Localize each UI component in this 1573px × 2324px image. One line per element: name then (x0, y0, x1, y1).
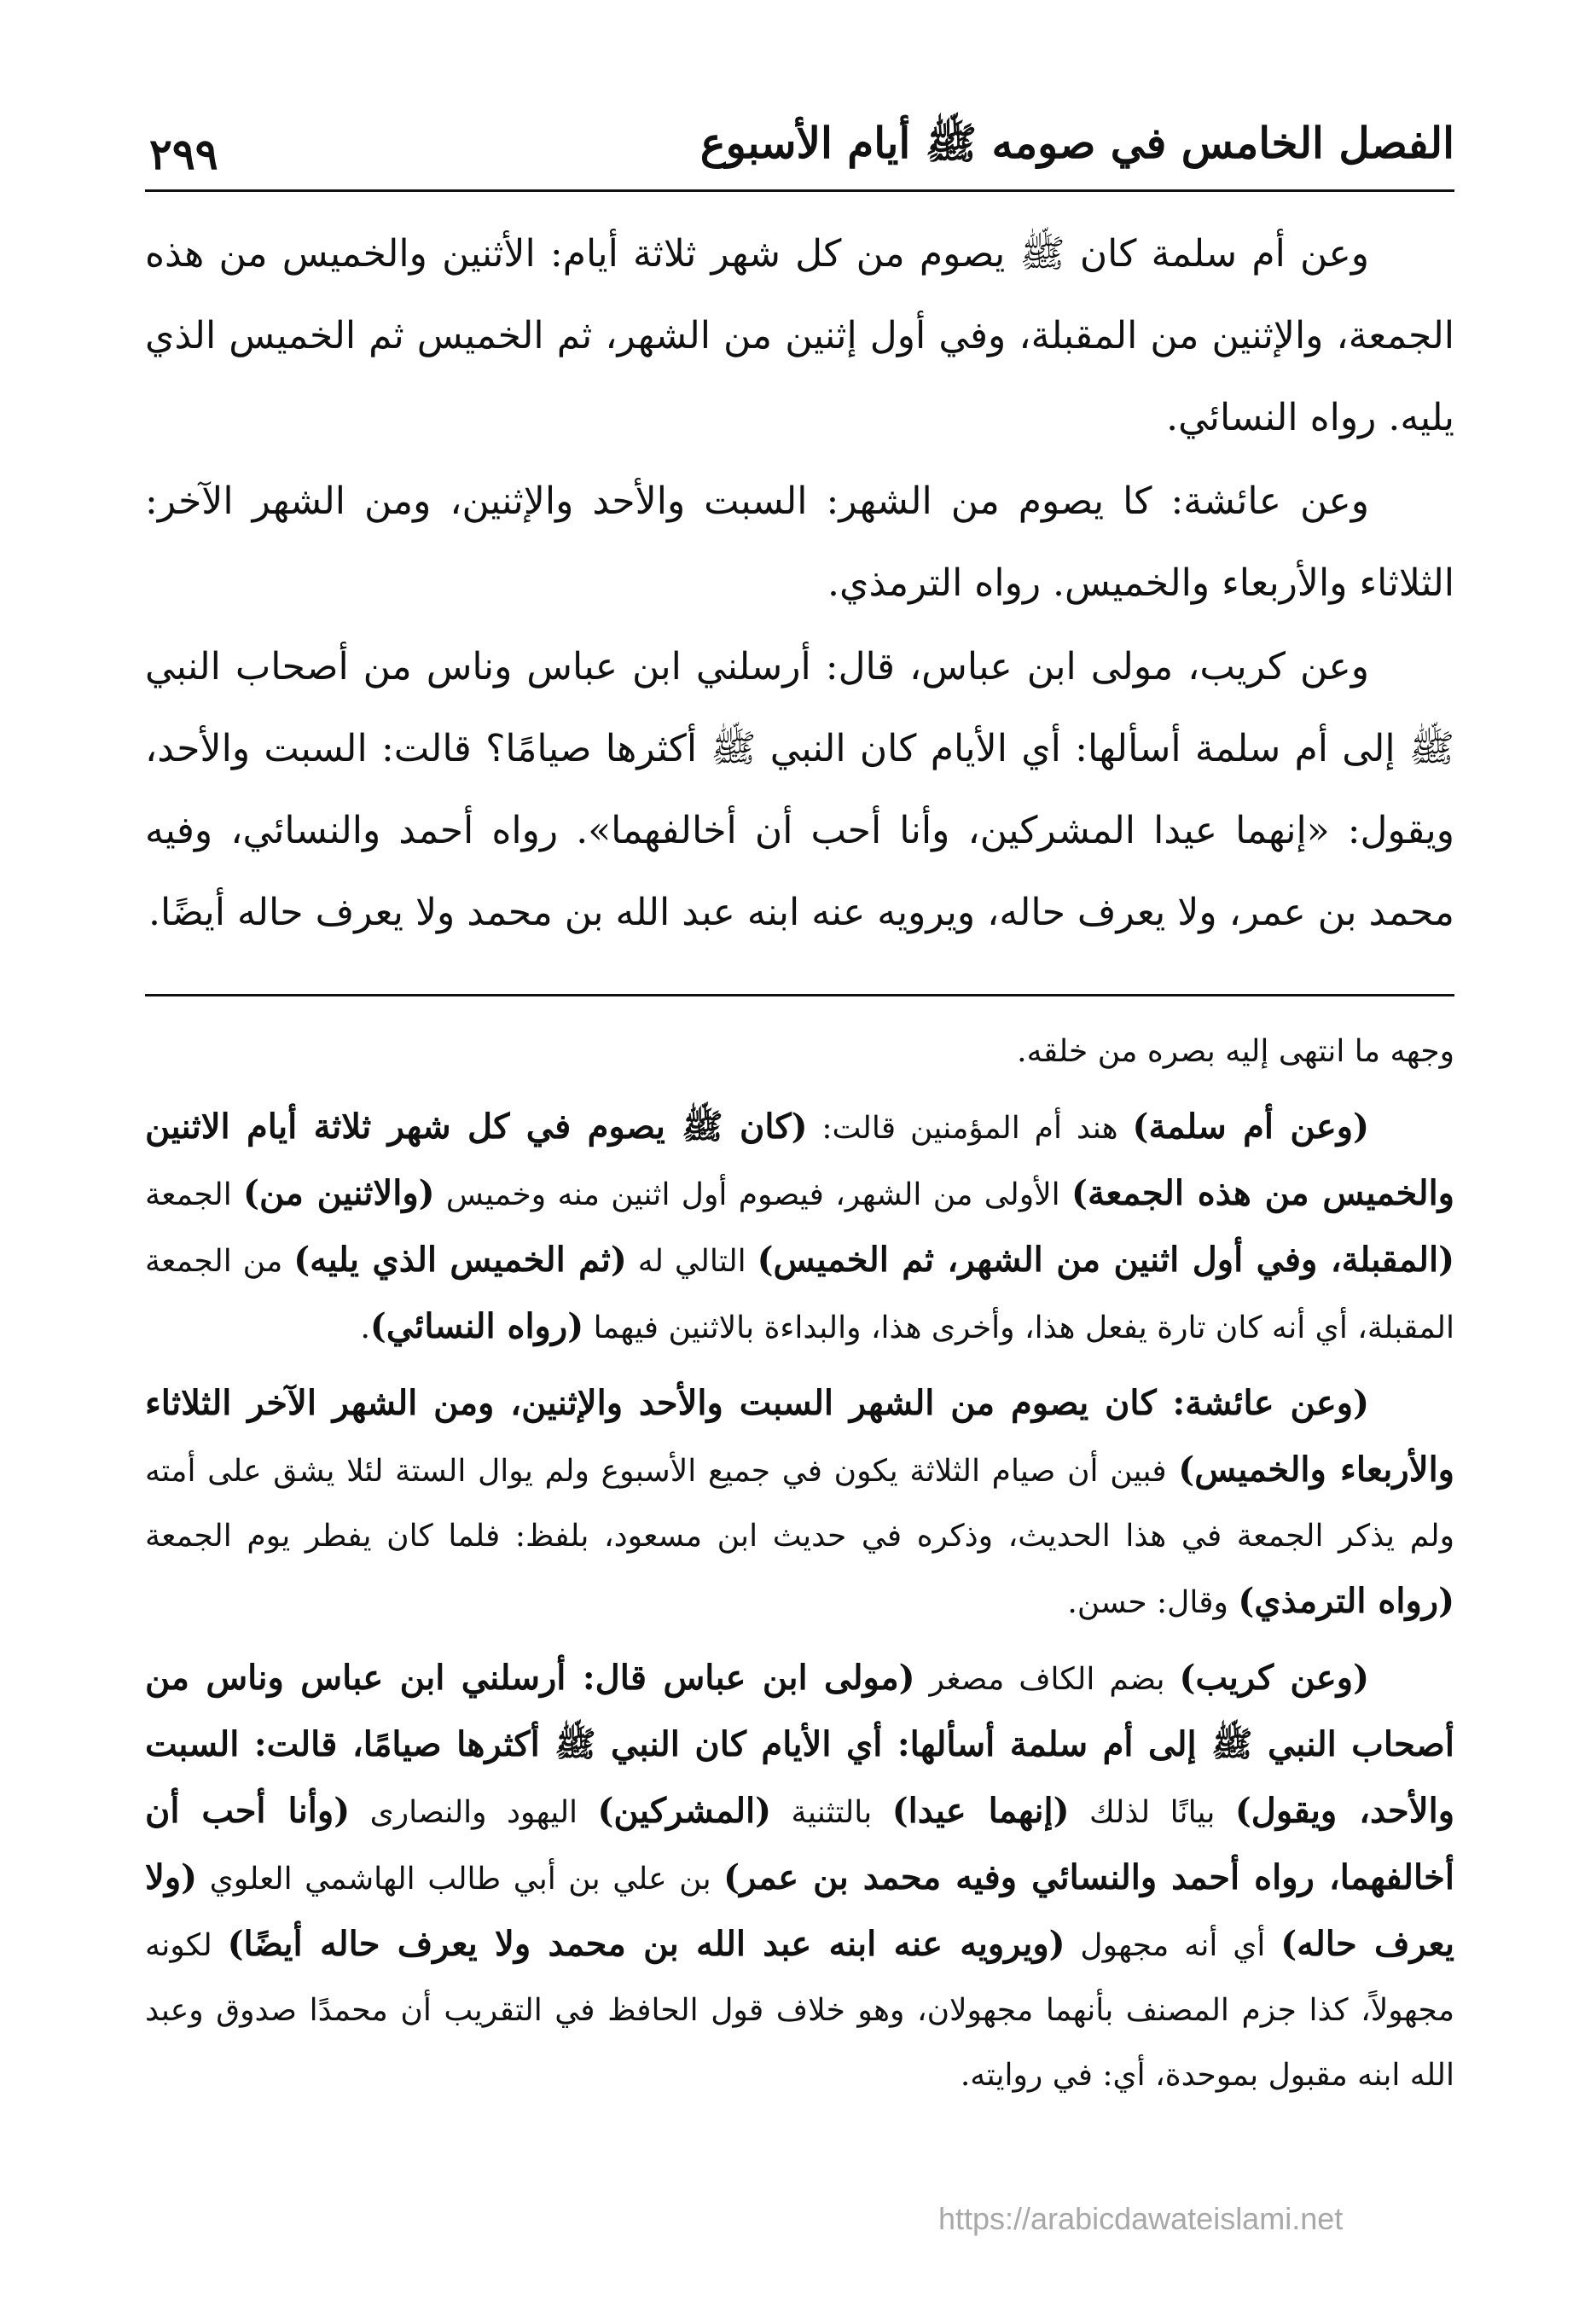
commentary-text-run: فبين أن صيام الثلاثة يكون في جميع الأسبوع ولم يوال الستة لئلا يشق على أمته ولم يذكر الجمعة في هذا الحديث، وذكره في حديث ابن مسعود، بلفظ: فلما كان يفطر يوم الجمعة (145, 1454, 1454, 1554)
commentary-text-run: التالي له (626, 1244, 757, 1279)
commentary-text-run: بن علي بن أبي طالب الهاشمي العلوي (197, 1862, 724, 1897)
quoted-text: (وعن عائشة: كان يصوم من الشهر السبت والأحد والإثنين، ومن الشهر الآخر الثلاثاء والأربعاء والخميس) (145, 1383, 1454, 1490)
commentary-text-run: الأولى من الشهر، فيصوم أول اثنين منه وخميس (434, 1177, 1072, 1212)
commentary-text-run: هند أم المؤمنين قالت: (807, 1111, 1133, 1146)
quoted-text: (ثم الخميس الذي يليه) (293, 1240, 627, 1280)
commentary-text-run: الجمعة (145, 1177, 244, 1212)
commentary-text-run: وقال: حسن. (1067, 1585, 1239, 1620)
watermark-url: https://arabicdawateislami.net (938, 2201, 1344, 2236)
quoted-text: (مولى ابن عباس قال: أرسلني ابن عباس وناس من أصحاب النبي ﷺ إلى أم سلمة أسألها: أي الأيام كان النبي ﷺ أكثرها صيامًا، قالت: السبت والأحد، ويقول) (145, 1658, 1455, 1831)
commentary-text-run: . (360, 1310, 370, 1345)
commentary-text-run: بضم الكاف مصغر (914, 1662, 1180, 1697)
commentary-text-run: وجهه ما انتهى إليه بصره من خلقه. (1017, 1034, 1454, 1069)
quoted-text: (ويرويه عنه ابنه عبد الله بن محمد ولا يعرف حاله أيضًا) (227, 1924, 1065, 1964)
quoted-text: (وعن كريب) (1179, 1658, 1369, 1698)
commentary-text-run: اليهود والنصارى (350, 1795, 598, 1830)
main-paragraph: وعن عائشة: كا يصوم من الشهر: السبت والأحد والإثنين، ومن الشهر الآخر: الثلاثاء والأربعاء والخميس. رواه الترمذي. (145, 479, 1454, 605)
running-title: الفصل الخامس في صومه ﷺ أيام الأسبوع (699, 118, 1454, 168)
commentary-paragraph (145, 1095, 1454, 1361)
commentary-paragraph (145, 1371, 1454, 1636)
quoted-text: (وعن أم سلمة) (1132, 1107, 1369, 1147)
quoted-text: (كان ﷺ يصوم في كل شهر ثلاثة أيام الاثنين والخميس من هذه الجمعة) (145, 1107, 1454, 1213)
main-text (145, 213, 1454, 956)
page-number: ٢٩٩ (149, 129, 218, 179)
commentary-text (145, 1020, 1454, 2118)
commentary-text-run: من الجمعة المقبلة، أي أنه كان تارة يفعل هذا، وأخرى هذا، والبداءة بالاثنين فيهما (145, 1244, 1454, 1345)
quoted-text: (رواه الترمذي) (1238, 1581, 1454, 1621)
header-divider (145, 189, 1454, 192)
quoted-text: (إنهما عيدا) (891, 1791, 1070, 1831)
quoted-text: (وأنا أحب أن أخالفهما، رواه أحمد والنسائي وفيه محمد بن عمر) (145, 1791, 1455, 1897)
commentary-paragraph (145, 1646, 1454, 2108)
commentary-paragraph (145, 1020, 1454, 1084)
main-paragraph: وعن كريب، مولى ابن عباس، قال: أرسلني ابن عباس وناس من أصحاب النبي ﷺ إلى أم سلمة أسألها: أي الأيام كان النبي ﷺ أكثرها صيامًا؟ قالت: السبت والأحد، ويقول: «إنهما عيدا المشركين، وأنا أحب أن أخالفهما». رواه أحمد والنسائي، وفيه محمد بن عمر، ولا يعرف حاله، ويرويه عنه ابنه عبد الله بن محمد ولا يعرف حاله أيضًا. (145, 645, 1454, 934)
commentary-text-run: بيانًا لذلك (1069, 1795, 1235, 1830)
quoted-text: (والاثنين من) (243, 1173, 435, 1213)
quoted-text: (المقبلة، وفي أول اثنين من الشهر، ثم الخميس) (757, 1240, 1454, 1280)
commentary-text-run: لكونه مجهولاً، كذا جزم المصنف بأنهما مجهولان، وهو خلاف قول الحافظ في التقريب أن محمدًا صدوق وعبد الله ابنه مقبول بموحدة، أي: في روايته. (145, 1928, 1454, 2093)
commentary-divider (145, 994, 1454, 996)
commentary-text-run: بالتثنية (771, 1795, 892, 1830)
quoted-text: (المشركين) (597, 1791, 772, 1831)
page-header (149, 111, 1454, 179)
commentary-text-run: أي أنه مجهول (1065, 1928, 1281, 1963)
main-paragraph: وعن أم سلمة كان ﷺ يصوم من كل شهر ثلاثة أيام: الأثنين والخميس من هذه الجمعة، والإثنين من المقبلة، وفي أول إثنين من الشهر، ثم الخميس ثم الخميس الذي يليه. رواه النسائي. (145, 232, 1454, 439)
quoted-text: (رواه النسائي) (369, 1306, 584, 1346)
quoted-text: (ولا يعرف حاله) (145, 1857, 1454, 1964)
